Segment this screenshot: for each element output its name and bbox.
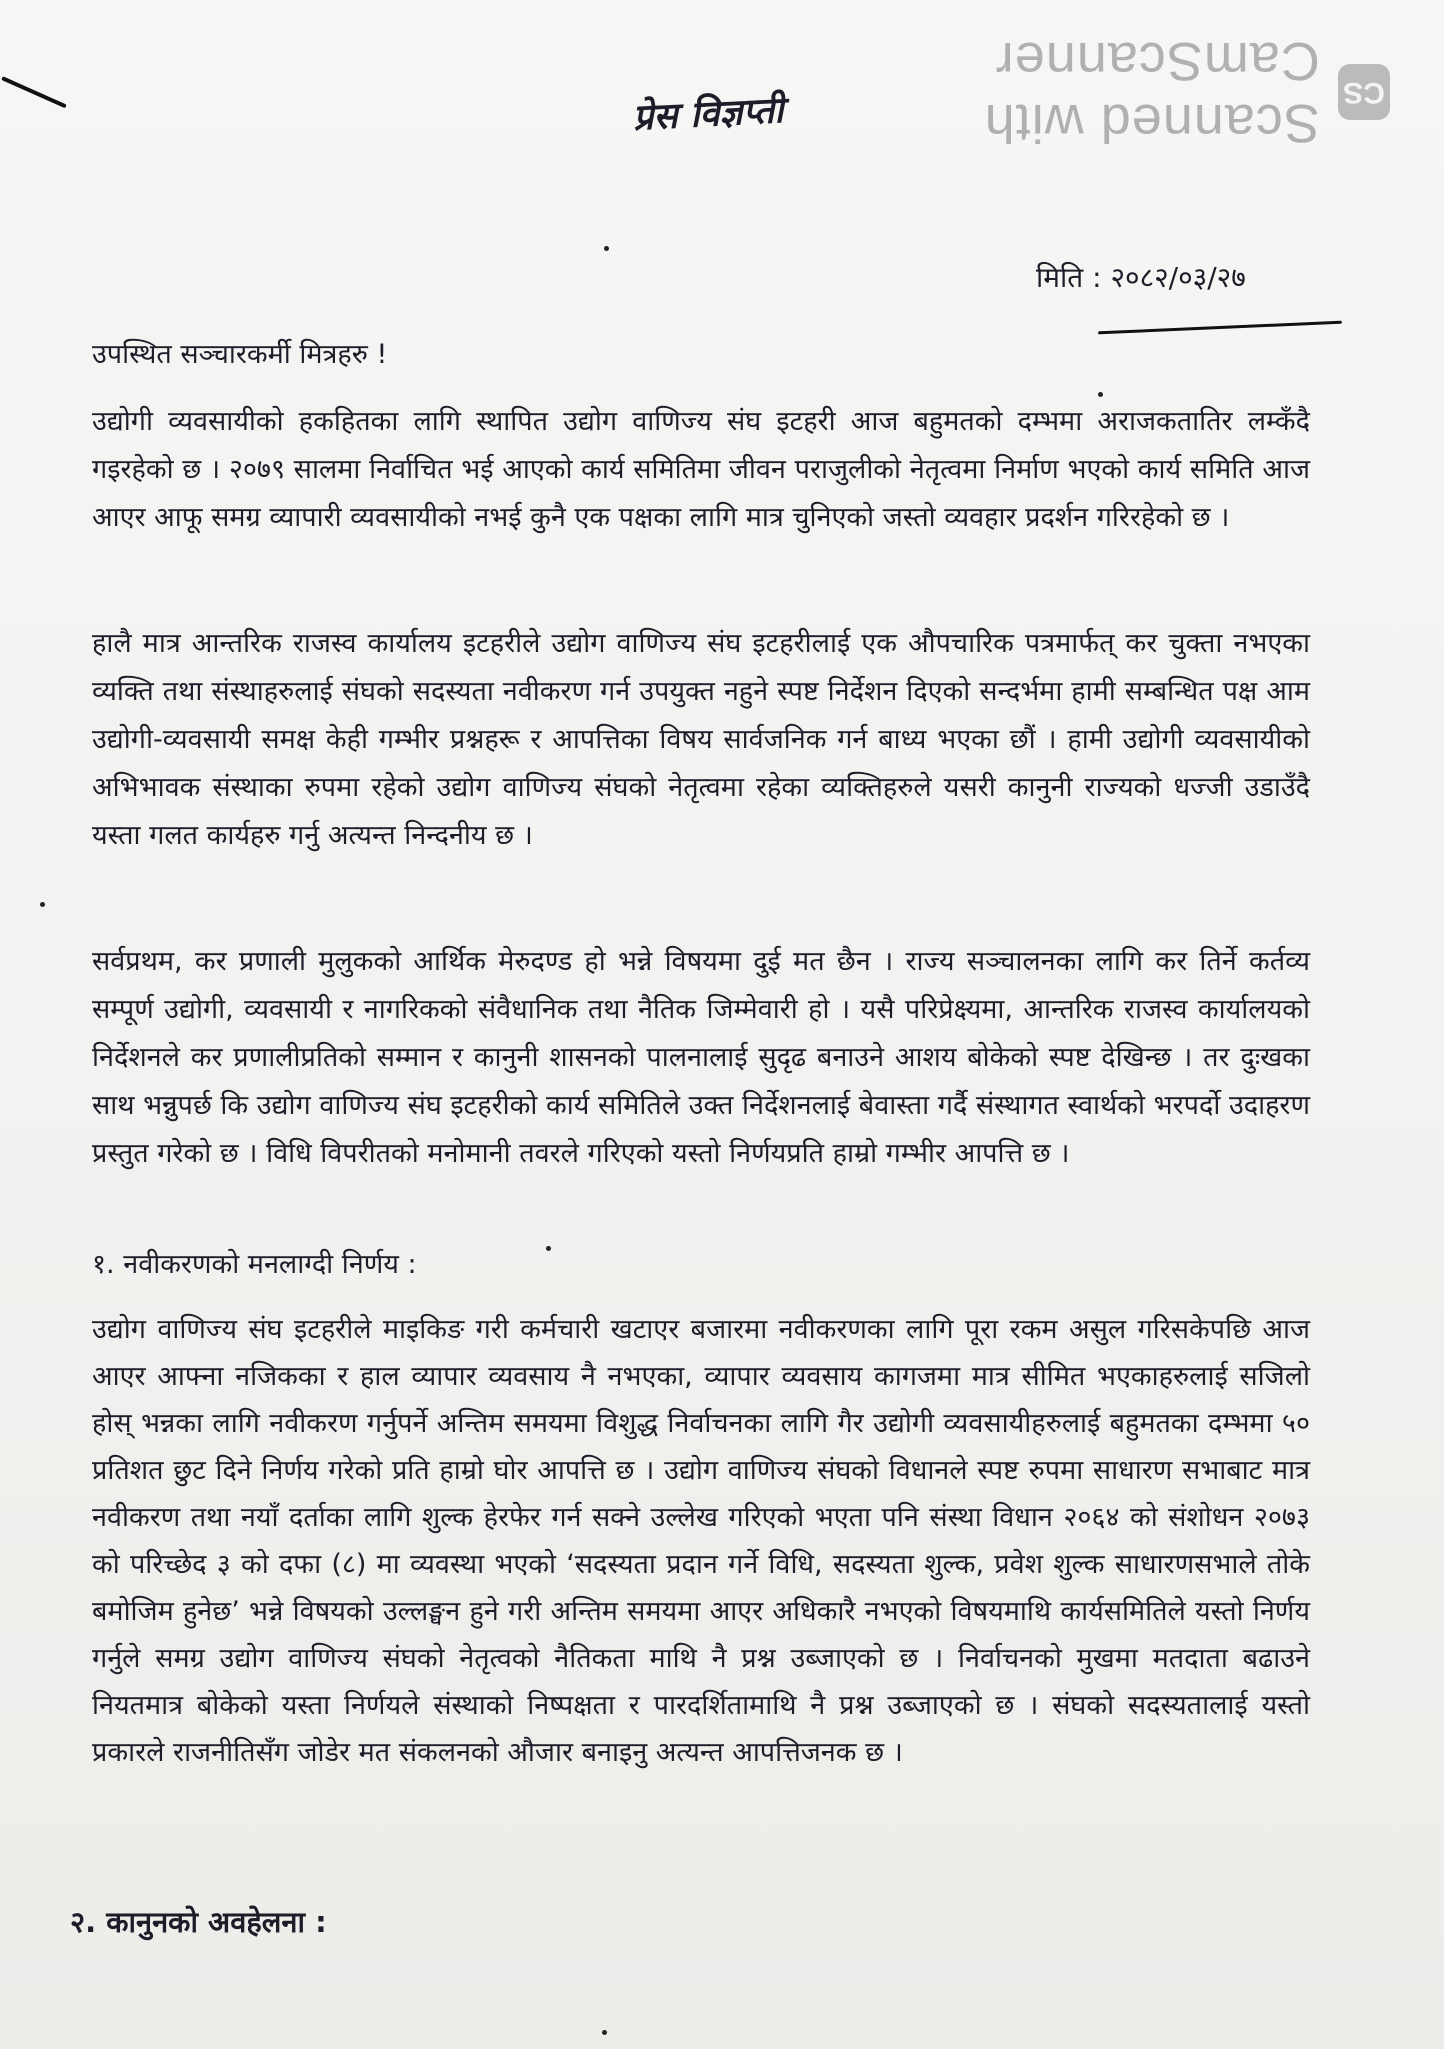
section-2-heading: २. कानुनको अवहेलना : — [70, 1905, 327, 1939]
ink-dot — [1098, 392, 1103, 397]
ink-dot — [546, 1246, 551, 1251]
watermark-text: Scanned with CamScanner — [983, 31, 1320, 153]
paragraph-tax-system: सर्वप्रथम, कर प्रणाली मुलुकको आर्थिक मेरुदण्ड हो भन्ने विषयमा दुई मत छैन । राज्य सञ्चालनका लागि कर तिर्ने कर्तव्य सम्पूर्ण उद्योगी, व्यवसायी र नागरिकको संवैधानिक तथा नैतिक जिम्मेवारी हो । यसै परिप्रेक्ष्यमा, आन्तरिक राजस्व कार्यालयको निर्देशनले कर प्रणालीप्रतिको सम्मान र कानुनी शासनको पालनालाई सुदृढ बनाउने आशय बोकेको स्पष्ट देखिन्छ । तर दुःखका साथ भन्नुपर्छ कि उद्योग वाणिज्य संघ इटहरीको कार्य समितिले उक्त निर्देशनलाई बेवास्ता गर्दै संस्थागत स्वार्थको भरपर्दो उदाहरण प्रस्तुत गरेको छ । विधि विपरीतको मनोमानी तवरले गरिएको यस्तो निर्णयप्रति हाम्रो गम्भीर आपत्ति छ । — [92, 946, 1310, 1169]
pen-stroke-mark — [1, 76, 67, 108]
ink-dot — [602, 2030, 607, 2035]
salutation: उपस्थित सञ्चारकर्मी मित्रहरु ! — [92, 339, 388, 370]
date-underline — [1098, 321, 1342, 335]
section-1-text: उद्योग वाणिज्य संघ इटहरीले माइकिङ गरी कर्मचारी खटाएर बजारमा नवीकरणका लागि पूरा रकम असुल गरिसकेपछि आज आएर आफ्ना नजिकका र हाल व्यापार व्यवसाय नै नभएका, व्यापार व्यवसाय कागजमा मात्र सीमित भएकाहरुलाई सजिलो होस् भन्नका लागि नवीकरण गर्नुपर्ने अन्तिम समयमा विशुद्ध निर्वाचनका लागि गैर उद्योगी व्यवसायीहरुलाई बहुमतका दम्भमा ५० प्रतिशत छुट दिने निर्णय गरेको प्रति हाम्रो घोर आपत्ति छ । उद्योग वाणिज्य संघको विधानले स्पष्ट रुपमा साधारण सभाबाट मात्र नवीकरण तथा नयाँ दर्ताका लागि शुल्क हेरफेर गर्न सक्ने उल्लेख गरिएको भएता पनि संस्था विधान २०६४ को संशोधन २०७३ को परिच्छेद ३ को दफा (८) मा व्यवस्था भएको ‘सदस्यता प्रदान गर्ने विधि, सदस्यता शुल्क, प्रवेश शुल्क साधारणसभाले तोके बमोजिम हुनेछ’ भन्ने विषयको उल्लङ्घन हुने गरी अन्तिम समयमा आएर अधिकारै नभएको विषयमाथि कार्यसमितिले यस्तो निर्णय गर्नुले समग्र उद्योग वाणिज्य संघको नेतृत्वको नैतिकता माथि नै प्रश्न उब्जाएको छ । निर्वाचनको मुखमा मतदाता बढाउने नियतमात्र बोकेको यस्ता निर्णयले संस्थाको निष्पक्षता र पारदर्शितामाथि नै प्रश्न उब्जाएको छ । संघको सदस्यतालाई यस्तो प्रकारले राजनीतिसँग जोडेर मत संकलनको औजार बनाइनु अत्यन्त आपत्तिजनक छ । — [92, 1314, 1310, 1768]
camscanner-logo-icon: CS — [1338, 64, 1390, 120]
document-date: मिति : २०८२/०३/२७ — [1036, 261, 1246, 294]
document-title: प्रेस विज्ञप्ती — [631, 90, 785, 139]
ink-dot — [604, 246, 609, 251]
section-1-heading: १. नवीकरणको मनलाग्दी निर्णय : — [92, 1249, 417, 1280]
paragraph-intro: उद्योगी व्यवसायीको हकहितका लागि स्थापित उद्योग वाणिज्य संघ इटहरी आज बहुमतको दम्भमा अराजकतातिर लम्कँदै गइरहेको छ । २०७९ सालमा निर्वाचित भई आएको कार्य समितिमा जीवन पराजुलीको नेतृत्वमा निर्माण भएको कार्य समिति आज आएर आफू समग्र व्यापारी व्यवसायीको नभई कुनै एक पक्षका लागि मात्र चुनिएको जस्तो व्यवहार प्रदर्शन गरिरहेको छ । — [92, 406, 1310, 533]
ink-dot — [40, 902, 45, 907]
paragraph-ird-directive: हालै मात्र आन्तरिक राजस्व कार्यालय इटहरीले उद्योग वाणिज्य संघ इटहरीलाई एक औपचारिक पत्रमार्फत् कर चुक्ता नभएका व्यक्ति तथा संस्थाहरुलाई संघको सदस्यता नवीकरण गर्न उपयुक्त नहुने स्पष्ट निर्देशन दिएको सन्दर्भमा हामी सम्बन्धित पक्ष आम उद्योगी-व्यवसायी समक्ष केही गम्भीर प्रश्नहरू र आपत्तिका विषय सार्वजनिक गर्न बाध्य भएका छौं । हामी उद्योगी व्यवसायीको अभिभावक संस्थाका रुपमा रहेको उद्योग वाणिज्य संघको नेतृत्वमा रहेका व्यक्तिहरुले यसरी कानुनी राज्यको धज्जी उडाउँदै यस्ता गलत कार्यहरु गर्नु अत्यन्त निन्दनीय छ । — [92, 628, 1310, 851]
